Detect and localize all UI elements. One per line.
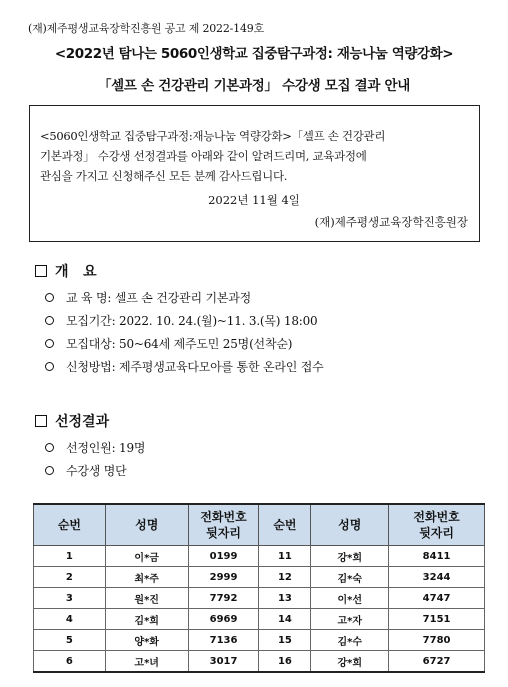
cell-phone: 7780: [389, 630, 485, 651]
cell-phone: 7136: [188, 630, 259, 651]
document-subtitle: 「셀프 손 건강관리 기본과정」 수강생 모집 결과 안내: [97, 78, 411, 94]
cell-no: 3: [34, 588, 106, 609]
table-row: [34, 588, 485, 609]
cell-no: 4: [34, 609, 106, 630]
result-heading-label: 선정결과: [55, 414, 110, 430]
cell-phone: 8411: [389, 546, 485, 567]
cell-phone: 7792: [188, 588, 259, 609]
cell-name: 고*자: [311, 609, 389, 630]
notice-number: (재)제주평생교육장학진흥원 공고 제 2022-149호: [28, 22, 264, 35]
overview-heading: [35, 261, 97, 281]
overview-item: 신청방법: 제주평생교육다모아를 통한 온라인 접수: [45, 358, 324, 375]
intro-date: 2022년 11월 4일: [208, 193, 300, 207]
cell-phone: 6727: [389, 651, 485, 673]
col-header-name: 성명: [311, 504, 389, 546]
cell-no: 14: [259, 609, 311, 630]
cell-no: 15: [259, 630, 311, 651]
cell-phone: 0199: [188, 546, 259, 567]
cell-no: 16: [259, 651, 311, 673]
result-item: 수강생 명단: [45, 462, 127, 479]
intro-text: [40, 126, 472, 186]
table-header-row: [34, 504, 485, 546]
col-header-name: 성명: [105, 504, 188, 546]
result-heading: [35, 411, 109, 431]
circle-bullet-icon: [45, 293, 54, 302]
cell-no: 5: [34, 630, 106, 651]
col-header-phone: 전화번호 뒷자리: [389, 504, 485, 546]
checkbox-square-icon: [35, 265, 47, 277]
table-row: [34, 630, 485, 651]
roster-table: [33, 503, 485, 673]
col-header-phone: 전화번호 뒷자리: [188, 504, 259, 546]
overview-item: 교 육 명: 셀프 손 건강관리 기본과정: [45, 289, 251, 306]
cell-phone: 3244: [389, 567, 485, 588]
table-row: [34, 546, 485, 567]
intro-line-3: 관심을 가지고 신청해주신 모든 분께 감사드립니다.: [40, 169, 288, 183]
cell-name: 이*선: [311, 588, 389, 609]
cell-name: 최*주: [105, 567, 188, 588]
circle-bullet-icon: [45, 316, 54, 325]
cell-no: 12: [259, 567, 311, 588]
col-header-no: 순번: [34, 504, 106, 546]
cell-name: 강*희: [311, 651, 389, 673]
intro-line-2: 기본과정」 수강생 선정결과를 아래와 같이 알려드리며, 교육과정에: [40, 149, 367, 163]
overview-heading-label: 개 요: [55, 264, 97, 280]
circle-bullet-icon: [45, 339, 54, 348]
circle-bullet-icon: [45, 443, 54, 452]
cell-no: 11: [259, 546, 311, 567]
result-item: 선정인원: 19명: [45, 439, 145, 456]
document-title: <2022년 탐나는 5060인생학교 집중탐구과정: 재능나눔 역량강화>: [54, 46, 454, 62]
overview-item: 모집대상: 50~64세 제주도민 25명(선착순): [45, 335, 292, 352]
cell-name: 강*희: [311, 546, 389, 567]
intro-organization: (재)제주평생교육장학진흥원장: [314, 215, 468, 229]
cell-phone: 2999: [188, 567, 259, 588]
cell-name: 원*진: [105, 588, 188, 609]
cell-phone: 7151: [389, 609, 485, 630]
intro-line-1: <5060인생학교 집중탐구과정:재능나눔 역량강화>「셀프 손 건강관리: [40, 129, 386, 143]
checkbox-square-icon: [35, 415, 47, 427]
cell-name: 이*금: [105, 546, 188, 567]
col-header-no: 순번: [259, 504, 311, 546]
cell-no: 6: [34, 651, 106, 673]
cell-phone: 4747: [389, 588, 485, 609]
cell-phone: 3017: [188, 651, 259, 673]
table-row: [34, 567, 485, 588]
cell-no: 1: [34, 546, 106, 567]
cell-name: 고*녀: [105, 651, 188, 673]
cell-name: 김*희: [105, 609, 188, 630]
overview-item: 모집기간: 2022. 10. 24.(월)~11. 3.(목) 18:00: [45, 312, 318, 329]
table-row: [34, 651, 485, 673]
cell-no: 13: [259, 588, 311, 609]
circle-bullet-icon: [45, 362, 54, 371]
cell-phone: 6969: [188, 609, 259, 630]
cell-name: 양*화: [105, 630, 188, 651]
cell-name: 김*숙: [311, 567, 389, 588]
cell-name: 김*수: [311, 630, 389, 651]
circle-bullet-icon: [45, 466, 54, 475]
table-row: [34, 609, 485, 630]
cell-no: 2: [34, 567, 106, 588]
